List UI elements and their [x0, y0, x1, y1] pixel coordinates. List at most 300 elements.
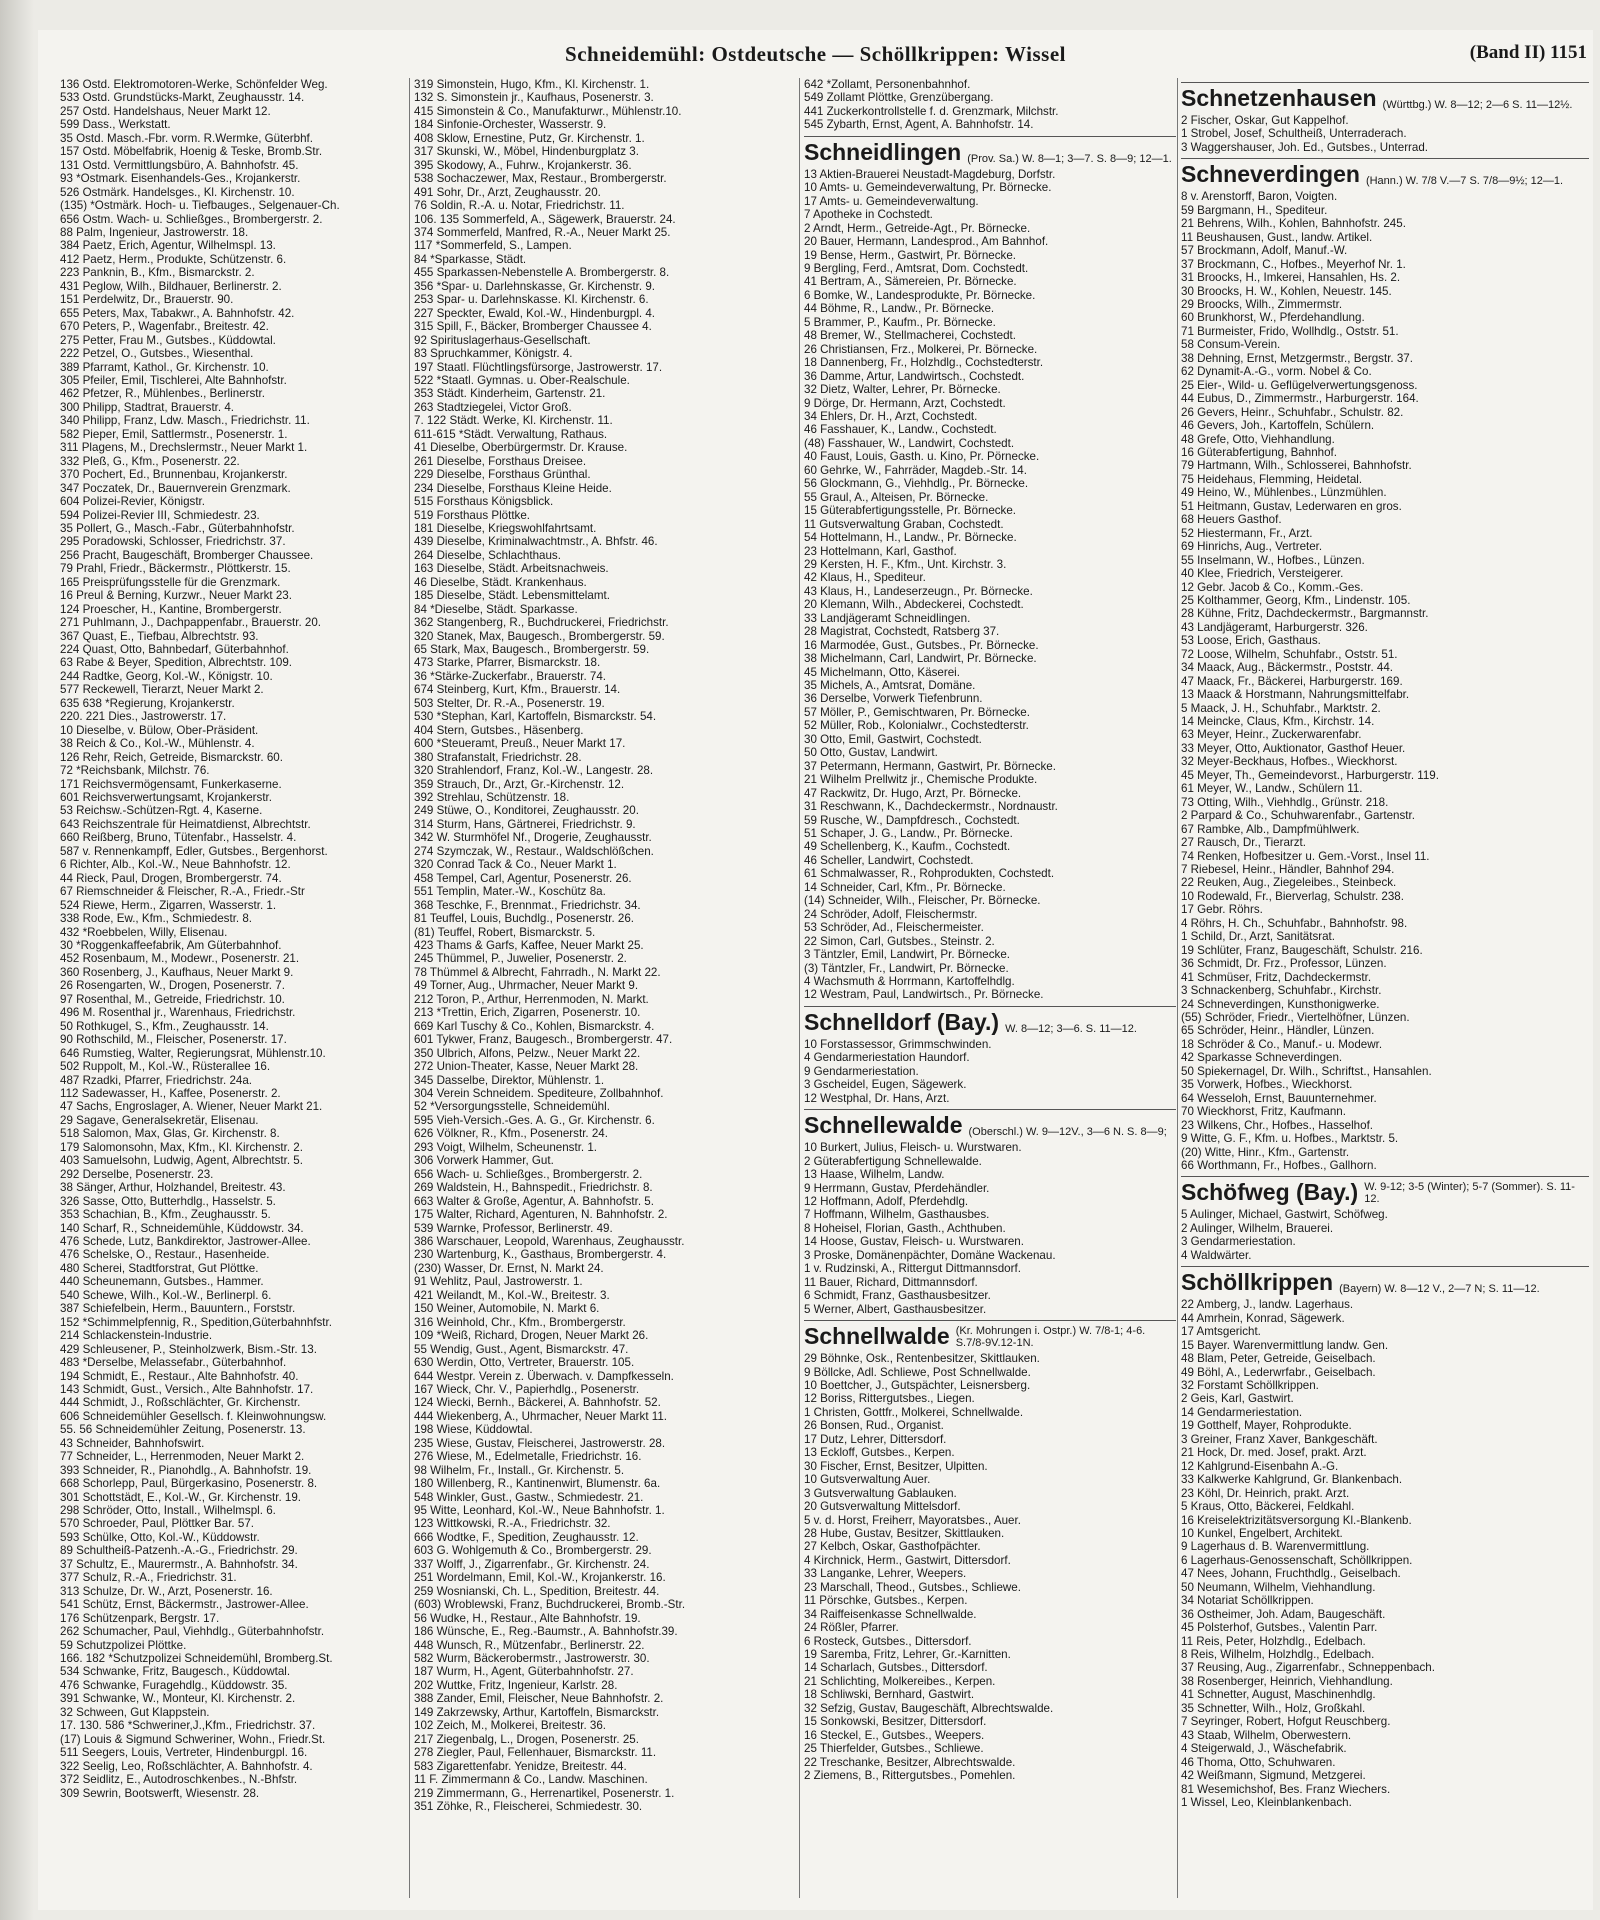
directory-entry: 72 Loose, Wilhelm, Schuhfabr., Oststr. 51. — [1181, 647, 1398, 661]
directory-entry: (603) Wroblewski, Franz, Buchdruckerei, Bromb.-Str. — [414, 1598, 686, 1612]
directory-entry: 4 Wachsmuth & Horrmann, Kartoffelhdlg. — [804, 975, 1015, 988]
directory-entry: 251 Wordelmann, Emil, Kol.-W., Krojankerstr. 16. — [414, 1571, 666, 1585]
directory-entry: 304 Verein Schneidem. Spediteure, Zollbahnhof. — [414, 1086, 664, 1100]
directory-entry: 21 Wilhelm Prellwitz jr., Chemische Produkte. — [804, 773, 1038, 787]
directory-entry: 90 Rothschild, M., Fleischer, Posenerstr. 17. — [60, 1033, 287, 1047]
town-name: Schnellwalde — [804, 1323, 950, 1350]
directory-entry: (14) Schneider, Wilh., Fleischer, Pr. Börnecke. — [804, 894, 1041, 908]
directory-entry: 202 Wuttke, Fritz, Ingenieur, Karlstr. 28. — [414, 1678, 618, 1692]
directory-entry: (3) Täntzler, Fr., Landwirt, Pr. Börnecke. — [804, 961, 1009, 975]
directory-entry: 26 Rosengarten, W., Drogen, Posenerstr. 7. — [60, 979, 285, 993]
directory-entry: 67 Riemschneider & Fleischer, R.-A., Friedr.-Str — [60, 885, 305, 899]
town-heading — [1181, 1266, 1589, 1295]
directory-entry: 359 Strauch, Dr., Arzt, Gr.-Kirchenstr. 12. — [414, 777, 625, 791]
directory-entry: 77 Schneider, L., Herrenmoden, Neuer Markt 2. — [60, 1450, 305, 1464]
directory-entry: 10 Forstassessor, Grimmschwinden. — [804, 1037, 992, 1051]
directory-entry: 377 Schulz, R.-A., Friedrichstr. 31. — [60, 1571, 237, 1585]
directory-entry: 222 Petzel, O., Gutsbes., Wiesenthal. — [60, 347, 254, 361]
directory-entry: 244 Radtke, Georg, Kol.-W., Königstr. 10. — [60, 669, 273, 683]
directory-entry: 278 Ziegler, Paul, Fellenhauer, Bismarckstr. 11. — [414, 1746, 657, 1760]
directory-entry: 53 Schröder, Ad., Fleischermeister. — [804, 921, 984, 935]
directory-entry: 606 Schneidemühler Gesellsch. f. Kleinwohnungsw. — [60, 1409, 327, 1423]
directory-page — [38, 30, 1593, 1910]
directory-entry: 259 Wosnianski, Ch. L., Spedition, Breitestr. 44. — [414, 1584, 660, 1598]
directory-entry: 40 Klee, Friedrich, Versteigerer. — [1181, 567, 1344, 581]
directory-entry: 1 Wissel, Leo, Kleinblankenbach. — [1181, 1796, 1352, 1810]
office-hours: (Prov. Sa.) W. 8—1; 3—7. S. 8—9; 12—1. — [967, 152, 1172, 165]
directory-entry: 212 Toron, P., Arthur, Herrenmoden, N. Markt. — [414, 992, 649, 1006]
directory-entry: 167 Wieck, Chr. V., Papierhdlg., Posenerstr. — [414, 1382, 640, 1396]
directory-entry: 151 Perdelwitz, Dr., Brauerstr. 90. — [60, 293, 234, 307]
directory-entry: 669 Karl Tuschy & Co., Kohlen, Bismarckstr. 4. — [414, 1019, 655, 1033]
directory-entry: 515 Forsthaus Königsblick. — [414, 495, 554, 509]
directory-entry: 32 Schween, Gut Klappstein. — [60, 1705, 210, 1719]
directory-entry: 32 Forstamt Schöllkrippen. — [1181, 1378, 1319, 1392]
directory-entry: 180 Willenberg, R., Kantinenwirt, Blumenstr. 6a. — [414, 1477, 661, 1491]
directory-entry: 491 Sohr, Dr., Arzt, Zeughausstr. 20. — [414, 185, 601, 199]
directory-entry: 30 *Roggenkaffeefabrik, Am Güterbahnhof. — [60, 939, 282, 952]
directory-entry: (17) Louis & Sigmund Schweriner, Wohn., Friedr.St. — [60, 1732, 326, 1746]
directory-entry: 46 Gevers, Joh., Kartoffeln, Schülern. — [1181, 419, 1375, 433]
directory-entry: 98 Wilhelm, Fr., Install., Gr. Kirchenstr. 5. — [414, 1463, 625, 1477]
directory-entry: 163 Dieselbe, Städt. Arbeitsnachweis. — [414, 562, 609, 576]
directory-entry: 51 Heitmann, Gustav, Lederwaren en gros. — [1181, 499, 1402, 513]
directory-entry: 549 Zollamt Plöttke, Grenzübergang. — [804, 91, 994, 105]
directory-entry: 152 *Schimmelpfennig, R., Spedition,Güterbahnhfstr. — [60, 1315, 332, 1329]
directory-entry: 65 Stark, Max, Baugesch., Brombergerstr. 59. — [414, 643, 650, 657]
directory-entry: 49 Schellenberg, K., Kaufm., Cochstedt. — [804, 840, 1011, 854]
directory-entry: 3 Gscheidel, Eugen, Sägewerk. — [804, 1078, 967, 1092]
directory-entry: 534 Schwanke, Fritz, Baugesch., Küddowtal. — [60, 1665, 291, 1679]
directory-entry: 599 Dass., Werkstatt. — [60, 118, 171, 132]
directory-entry: 458 Tempel, Carl, Agentur, Posenerstr. 26. — [414, 871, 632, 885]
directory-entry: 9 Böllcke, Adl. Schliewe, Post Schnellwalde. — [804, 1365, 1031, 1379]
directory-entry: 14 Meincke, Claus, Kfm., Kirchstr. 14. — [1181, 715, 1375, 729]
directory-entry: 594 Polizei-Revier III, Schmiedestr. 23. — [60, 508, 260, 522]
directory-entry: 353 Schachian, B., Kfm., Zeughausstr. 5. — [60, 1208, 271, 1222]
directory-entry: 57 Möller, P., Gemischtwaren, Pr. Börnecke. — [804, 705, 1030, 719]
directory-entry: 2 Aulinger, Wilhelm, Brauerei. — [1181, 1221, 1334, 1235]
directory-entry: 20 Bauer, Hermann, Landesprod., Am Bahnhof. — [804, 235, 1049, 249]
directory-entry: 89 Schultheiß-Patzenh.-A.-G., Friedrichstr. 29. — [60, 1544, 298, 1558]
directory-entry: 32 Sefzig, Gustav, Baugeschäft, Albrechtswalde. — [804, 1701, 1054, 1715]
directory-entry: 6 Rosteck, Gutsbes., Dittersdorf. — [804, 1634, 972, 1648]
directory-entry: 429 Schleusener, P., Steinholzwerk, Bism.-Str. 13. — [60, 1342, 317, 1356]
directory-entry: 14 Gendarmeriestation. — [1181, 1405, 1303, 1419]
directory-entry: 644 Westpr. Verein z. Überwach. v. Dampfkesseln. — [414, 1369, 674, 1383]
directory-entry: 59 Bargmann, H., Spediteur. — [1181, 203, 1328, 217]
directory-entry: 124 Proescher, H., Kantine, Brombergerstr. — [60, 602, 282, 616]
directory-entry: 20 Klemann, Wilh., Abdeckerei, Cochstedt. — [804, 598, 1024, 612]
directory-entry: 670 Peters, P., Wagenfabr., Breitestr. 42. — [60, 320, 269, 334]
directory-entry: 595 Vieh-Versich.-Ges. A. G., Gr. Kirchenstr. 6. — [414, 1113, 655, 1127]
directory-entry: 214 Schlackenstein-Industrie. — [60, 1329, 213, 1343]
directory-entry: 3 Schnackenberg, Schuhfabr., Kirchstr. — [1181, 984, 1382, 998]
directory-entry: 600 *Steueramt, Preuß., Neuer Markt 17. — [414, 737, 626, 751]
directory-entry: 439 Dieselbe, Kriminalwachtmstr., A. Bhfstr. 46. — [414, 535, 658, 549]
directory-entry: 30 Broocks, H. W., Kohlen, Neuestr. 145. — [1181, 284, 1392, 298]
directory-entry: 34 Ehlers, Dr. H., Arzt, Cochstedt. — [804, 409, 978, 423]
directory-entry: 367 Quast, E., Tiefbau, Albrechtstr. 93. — [60, 629, 259, 643]
directory-entry: 213 *Trettin, Erich, Zigarren, Posenerstr. 10. — [414, 1006, 641, 1020]
directory-entry: 50 Otto, Gustav, Landwirt. — [804, 746, 938, 760]
directory-entry: 8 Hoheisel, Florian, Gasth., Achthuben. — [804, 1221, 1006, 1235]
directory-entry: 124 Wiecki, Bernh., Bäckerei, A. Bahnhofstr. 52. — [414, 1396, 661, 1410]
directory-entry: 92 Spirituslagerhaus-Gesellschaft. — [414, 333, 591, 347]
directory-entry: 12 Westram, Paul, Landwirtsch., Pr. Börnecke. — [804, 988, 1044, 1002]
directory-entry: 9 Herrmann, Gustav, Pferdehändler. — [804, 1181, 990, 1195]
directory-entry: 322 Seelig, Leo, Roßschlächter, A. Bahnhofstr. 4. — [60, 1759, 313, 1773]
directory-entry: 79 Hartmann, Wilh., Schlosserei, Bahnhofstr. — [1181, 459, 1412, 473]
directory-entry: 49 Heino, W., Mühlenbes., Lünzmühlen. — [1181, 486, 1387, 500]
directory-entry: 496 M. Rosenthal jr., Warenhaus, Friedrichstr. — [60, 1006, 296, 1020]
directory-entry: 36 *Stärke-Zuckerfabr., Brauerstr. 74. — [414, 669, 607, 683]
directory-entry: 392 Strehlau, Schützenstr. 18. — [414, 791, 570, 805]
directory-entry: 368 Teschke, F., Brennmat., Friedrichstr. 34. — [414, 898, 641, 912]
directory-entry: 526 Ostmärk. Handelsges., Kl. Kirchenstr. 10. — [60, 185, 295, 199]
directory-entry: 2 Parpard & Co., Schuhwarenfabr., Gartenstr. — [1181, 809, 1415, 823]
directory-entry: 33 Langanke, Lehrer, Weepers. — [804, 1567, 967, 1581]
directory-entry: 28 Magistrat, Cochstedt, Ratsberg 37. — [804, 625, 1000, 639]
directory-entry: 522 *Staatl. Gymnas. u. Ober-Realschule. — [414, 373, 630, 387]
directory-entry: 570 Schroeder, Paul, Plöttker Bar. 57. — [60, 1517, 254, 1531]
directory-entry: (81) Teuffel, Robert, Bismarckstr. 5. — [414, 925, 596, 939]
directory-entry: 38 Michelmann, Carl, Landwirt, Pr. Börnecke. — [804, 652, 1037, 666]
directory-entry: 29 Böhnke, Osk., Rentenbesitzer, Skittlauken. — [804, 1352, 1040, 1366]
directory-entry: 309 Sewrin, Bootswerft, Wiesenstr. 28. — [60, 1786, 260, 1800]
directory-entry: 311 Plagens, M., Drechslermstr., Neuer Markt 1. — [60, 441, 308, 455]
directory-entry: 370 Pochert, Ed., Brunnenbau, Krojankerstr. — [60, 468, 288, 482]
town-name: Schnellewalde — [804, 1112, 963, 1139]
directory-entry: 326 Sasse, Otto, Butterhdlg., Hasselstr. 5. — [60, 1194, 276, 1208]
directory-entry: 13 Maack & Horstmann, Nahrungsmittelfabr. — [1181, 688, 1410, 702]
directory-entry: 69 Hinrichs, Aug., Vertreter. — [1181, 540, 1323, 554]
directory-entry: 36 Schmidt, Dr. Frz., Professor, Lünzen. — [1181, 957, 1387, 971]
directory-entry: 7 Riebesel, Heinr., Händler, Bahnhof 294. — [1181, 863, 1395, 877]
directory-entry: 126 Rehr, Reich, Getreide, Bismarckstr. 60. — [60, 750, 283, 764]
directory-entry: 26 Christiansen, Frz., Molkerei, Pr. Börnecke. — [804, 342, 1038, 356]
directory-entry: 5 Maack, J. H., Schuhfabr., Marktstr. 2. — [1181, 701, 1381, 715]
directory-entry: 539 Warnke, Professor, Berlinerstr. 49. — [414, 1221, 613, 1235]
directory-entry: 37 Petermann, Hermann, Gastwirt, Pr. Börnecke. — [804, 759, 1056, 773]
directory-entry: 150 Weiner, Automobile, N. Markt 6. — [414, 1302, 600, 1316]
directory-entry: 48 Bremer, W., Stellmacherei, Cochstedt. — [804, 329, 1016, 343]
directory-entry: 395 Skodowy, A., Fuhrw., Krojankerstr. 36. — [414, 158, 632, 172]
directory-entry: 43 Klaus, H., Landeserzeugn., Pr. Börnecke. — [804, 584, 1033, 598]
directory-entry: 452 Rosenbaum, M., Modewr., Posenerstr. 21. — [60, 952, 300, 966]
directory-entry: 3 Waggershauser, Joh. Ed., Gutsbes., Unterrad. — [1181, 140, 1429, 154]
directory-entry: 2 Ziemens, B., Rittergutsbes., Pomehlen. — [804, 1769, 1016, 1783]
directory-entry: 61 Meyer, W., Landw., Schülern 11. — [1181, 782, 1363, 796]
directory-entry: 408 Sklow, Ernestine, Putz, Gr. Kirchenstr. 1. — [414, 131, 645, 145]
directory-entry: 256 Pracht, Baugeschäft, Bromberger Chaussee. — [60, 548, 314, 562]
directory-entry: 63 Rabe & Beyer, Spedition, Albrechtstr. 109. — [60, 656, 293, 670]
directory-entry: 34 Notariat Schöllkrippen. — [1181, 1594, 1314, 1608]
directory-entry: 338 Rode, Ew., Kfm., Schmiedestr. 8. — [60, 912, 253, 926]
directory-entry: 314 Sturm, Hans, Gärtnerei, Friedrichstr. 9. — [414, 817, 636, 831]
directory-entry: 35 Michels, A., Amtsrat, Domäne. — [804, 679, 976, 693]
directory-entry: 17 Gebr. Röhrs. — [1181, 903, 1263, 917]
directory-entry: 50 Spiekernagel, Dr. Wilh., Schriftst., Hansahlen. — [1181, 1064, 1432, 1078]
book-gutter-shadow — [0, 0, 34, 1920]
office-hours: W. 8—12; 3—6. S. 11—12. — [1005, 1022, 1137, 1035]
directory-entry: 58 Consum-Verein. — [1181, 338, 1281, 352]
directory-entry: 62 Dynamit-A.-G., vorm. Nobel & Co. — [1181, 365, 1372, 379]
directory-entry: 1 Christen, Gottfr., Molkerei, Schnellwalde. — [804, 1405, 1024, 1419]
column-divider — [1177, 78, 1178, 1898]
town-heading — [804, 136, 1176, 165]
directory-entry: 306 Vorwerk Hammer, Gut. — [414, 1154, 554, 1168]
directory-entry: 53 Reichsw.-Schützen-Rgt. 4, Kaserne. — [60, 804, 263, 818]
directory-entry: 76 Soldin, R.-A. u. Notar, Friedrichstr. 11. — [414, 199, 625, 213]
directory-entry: 350 Ulbrich, Alfons, Pelzw., Neuer Markt 22. — [414, 1046, 641, 1060]
directory-entry: 109 *Weiß, Richard, Drogen, Neuer Markt 26. — [414, 1329, 649, 1343]
directory-entry: 49 Böhl, A., Lederwrfabr., Geiselbach. — [1181, 1365, 1376, 1379]
directory-entry: (55) Schröder, Friedr., Viertelhöfner, Lünzen. — [1181, 1011, 1410, 1024]
directory-entry: 157 Ostd. Möbelfabrik, Hoenig & Teske, Bromb.Str. — [60, 145, 323, 159]
directory-entry: 10 Kunkel, Engelbert, Architekt. — [1181, 1526, 1343, 1540]
directory-entry: 347 Poczatek, Dr., Bauernverein Grenzmark. — [60, 481, 291, 495]
directory-entry: 6 Schmidt, Franz, Gasthausbesitzer. — [804, 1289, 991, 1303]
column-divider — [799, 78, 800, 1898]
directory-entry: 353 Städt. Kinderheim, Gartenstr. 21. — [414, 387, 606, 401]
directory-entry: 292 Derselbe, Posenerstr. 23. — [60, 1167, 214, 1181]
directory-entry: 630 Werdin, Otto, Vertreter, Brauerstr. 105. — [414, 1356, 635, 1370]
directory-entry: 23 Wilkens, Chr., Hofbes., Hasselhof. — [1181, 1118, 1374, 1132]
directory-entry: 29 Kersten, H. F., Kfm., Unt. Kirchstr. 3. — [804, 557, 1007, 571]
directory-entry: 33 Landjägeramt Schneidlingen. — [804, 611, 971, 625]
directory-entry: 131 Ostd. Vermittlungsbüro, A. Bahnhofstr. 45. — [60, 158, 299, 172]
directory-entry: 223 Panknin, B., Kfm., Bismarckstr. 2. — [60, 266, 255, 280]
directory-entry: 35 Pollert, G., Masch.-Fabr., Güterbahnhofstr. — [60, 521, 295, 535]
directory-entry: 12 Boriss, Rittergutsbes., Liegen. — [804, 1392, 975, 1406]
directory-entry: 25 Kolthammer, Georg, Kfm., Lindenstr. 105. — [1181, 593, 1411, 607]
directory-entry: 4 Röhrs, H. Ch., Schuhfabr., Bahnhofstr. 98. — [1181, 916, 1408, 930]
directory-entry: 42 Weißmann, Sigmund, Metzgerei. — [1181, 1769, 1366, 1783]
directory-entry: 55. 56 Schneidemühler Zeitung, Posenerstr. 13. — [60, 1423, 306, 1437]
directory-entry: 55 Graul, A., Alteisen, Pr. Börnecke. — [804, 490, 989, 504]
directory-entry: 8 Reis, Wilhelm, Holzhdlg., Edelbach. — [1181, 1648, 1375, 1662]
column-4 — [1181, 78, 1589, 1898]
directory-entry: 19 Schlüter, Franz, Baugeschäft, Schulstr. 216. — [1181, 943, 1423, 957]
directory-entry: 4 Steigerwald, J., Wäschefabrik. — [1181, 1742, 1347, 1756]
directory-entry: 42 Klaus, H., Spediteur. — [804, 571, 926, 585]
directory-entry: 16 Steckel, E., Gutsbes., Weepers. — [804, 1728, 985, 1742]
directory-entry: 403 Samuelsohn, Ludwig, Agent, Albrechtstr. 5. — [60, 1154, 303, 1168]
directory-entry: 603 G. Wohlgemuth & Co., Brombergerstr. 29. — [414, 1544, 652, 1558]
directory-entry: 32 Meyer-Beckhaus, Hofbes., Wieckhorst. — [1181, 755, 1398, 769]
directory-entry: 264 Dieselbe, Schlachthaus. — [414, 548, 561, 562]
directory-entry: 300 Philipp, Stadtrat, Brauerstr. 4. — [60, 400, 235, 414]
directory-entry: 22 Reuken, Aug., Ziegeleibes., Steinbeck. — [1181, 876, 1397, 890]
directory-entry: 97 Rosenthal, M., Getreide, Friedrichstr. 10. — [60, 992, 285, 1006]
directory-entry: 12 Gebr. Jacob & Co., Komm.-Ges. — [1181, 580, 1364, 594]
directory-entry: 16 Marmodée, Gust., Gutsbes., Pr. Börnecke. — [804, 638, 1039, 652]
directory-entry: 28 Hube, Gustav, Besitzer, Skittlauken. — [804, 1526, 1005, 1540]
directory-entry: 511 Seegers, Louis, Vertreter, Hindenburgpl. 16. — [60, 1746, 308, 1760]
directory-entry: 42 Sparkasse Schneverdingen. — [1181, 1051, 1343, 1065]
directory-entry: 19 Bense, Herm., Gastwirt, Pr. Börnecke. — [804, 248, 1016, 262]
directory-entry: 56 Glockmann, G., Viehhdlg., Pr. Börnecke. — [804, 477, 1029, 491]
directory-entry: 301 Schottstädt, E., Kol.-W., Gr. Kirchenstr. 19. — [60, 1490, 301, 1504]
directory-entry: 1 v. Rudzinski, A., Rittergut Dittmannsdorf. — [804, 1262, 1021, 1276]
directory-entry: 36 Ostheimer, Joh. Adam, Baugeschäft. — [1181, 1607, 1386, 1621]
directory-entry: 179 Salomonsohn, Max, Kfm., Kl. Kirchenstr. 2. — [60, 1140, 303, 1154]
directory-entry: 431 Peglow, Wilh., Bildhauer, Berlinerstr. 2. — [60, 279, 282, 293]
directory-entry: 626 Völkner, R., Kfm., Posenerstr. 24. — [414, 1127, 608, 1141]
directory-entry: 593 Schülke, Otto, Kol.-W., Küddowstr. — [60, 1530, 260, 1544]
directory-entry: (20) Witte, Hinr., Kfm., Gartenstr. — [1181, 1145, 1350, 1159]
directory-entry: 360 Rosenberg, J., Kaufhaus, Neuer Markt 9. — [60, 965, 294, 979]
directory-entry: 441 Zuckerkontrollstelle f. d. Grenzmark, Milchstr. — [804, 104, 1059, 118]
directory-entry: 50 Neumann, Wilhelm, Viehhandlung. — [1181, 1580, 1376, 1594]
directory-entry: 52 Müller, Rob., Kolonialwr., Cochstedterstr. — [804, 719, 1029, 733]
directory-entry: 11 Bauer, Richard, Dittmannsdorf. — [804, 1275, 978, 1289]
directory-entry: 548 Winkler, Gust., Gastw., Schmiedestr. 21. — [414, 1490, 644, 1504]
directory-entry: 12 Hoffmann, Adolf, Pferdehdlg. — [804, 1194, 969, 1208]
directory-entry: 59 Rusche, W., Dampfdresch., Cochstedt. — [804, 813, 1020, 827]
directory-entry: 372 Seidlitz, E., Autodroschkenbes., N.-Bhfstr. — [60, 1773, 298, 1787]
page-title: Schneidemühl: Ostdeutsche — Schöllkrippen: Wissel — [565, 42, 1066, 66]
directory-entry: 487 Rzadki, Pfarrer, Friedrichstr. 24a. — [60, 1073, 253, 1087]
town-name: Schöfweg (Bay.) — [1181, 1179, 1359, 1206]
directory-entry: 656 Ostm. Wach- u. Schließges., Brombergerstr. 2. — [60, 212, 323, 226]
directory-entry: 185 Dieselbe, Städt. Lebensmittelamt. — [414, 589, 610, 603]
directory-entry: 11 F. Zimmermann & Co., Landw. Maschinen. — [414, 1773, 648, 1787]
directory-entry: 44 Amrhein, Konrad, Sägewerk. — [1181, 1311, 1345, 1325]
directory-entry: 7 Hoffmann, Wilhelm, Gasthausbes. — [804, 1208, 990, 1222]
directory-entry: 95 Witte, Leonhard, Kol.-W., Neue Bahnhofstr. 1. — [414, 1504, 665, 1518]
directory-entry: 380 Strafanstalt, Friedrichstr. 28. — [414, 750, 582, 764]
directory-entry: 271 Puhlmann, J., Dachpappenfabr., Brauerstr. 20. — [60, 616, 322, 630]
directory-entry: 14 Hoose, Gustav, Fleisch- u. Wurstwaren. — [804, 1235, 1024, 1249]
directory-entry: 143 Schmidt, Gust., Versich., Alte Bahnhofstr. 17. — [60, 1382, 314, 1396]
directory-entry: 16 Preul & Berning, Kurzwr., Neuer Markt 23. — [60, 589, 292, 603]
directory-entry: 17 Amtsgericht. — [1181, 1325, 1261, 1339]
directory-entry: 10 Gutsverwaltung Auer. — [804, 1473, 931, 1487]
directory-entry: 44 Eubus, D., Zimmermstr., Harburgerstr. 164. — [1181, 392, 1419, 406]
directory-entry: 91 Wehlitz, Paul, Jastrowerstr. 1. — [414, 1275, 583, 1289]
directory-entry: 480 Scherei, Stadtforstrat, Gut Plöttke. — [60, 1261, 259, 1275]
directory-entry: 272 Union-Theater, Kasse, Neuer Markt 28. — [414, 1060, 639, 1074]
directory-entry: 476 Schwanke, Furagehdlg., Küddowstr. 35. — [60, 1678, 288, 1692]
directory-entry: 14 Scharlach, Gutsbes., Dittersdorf. — [804, 1661, 988, 1675]
directory-entry: 187 Wurm, H., Agent, Güterbahnhofstr. 27. — [414, 1665, 634, 1679]
directory-entry: 38 Reich & Co., Kol.-W., Mühlenstr. 4. — [60, 737, 255, 751]
directory-entry: 2 Fischer, Oskar, Gut Kappelhof. — [1181, 114, 1349, 127]
directory-entry: 9 Lagerhaus d. B. Warenvermittlung. — [1181, 1540, 1370, 1554]
directory-entry: 71 Burmeister, Frido, Wollhdlg., Oststr. 51. — [1181, 324, 1399, 338]
directory-entry: 44 Rieck, Paul, Drogen, Brombergerstr. 74. — [60, 871, 282, 885]
directory-entry: 448 Wunsch, R., Mützenfabr., Berlinerstr. 22. — [414, 1638, 645, 1652]
directory-entry: 197 Staatl. Flüchtlingsfürsorge, Jastrowerstr. 17. — [414, 360, 663, 374]
directory-entry: 47 Rackwitz, Dr. Hugo, Arzt, Pr. Börnecke. — [804, 786, 1022, 800]
directory-entry: 6 Bomke, W., Landesprodukte, Pr. Börnecke. — [804, 288, 1036, 302]
directory-entry: 229 Dieselbe, Forsthaus Grünthal. — [414, 468, 591, 482]
directory-entry: 643 Reichszentrale für Heimatdienst, Albrechtstr. — [60, 817, 311, 831]
directory-entry: 274 Szymczak, W., Restaur., Waldschlößchen. — [414, 844, 654, 858]
directory-entry: 25 Thierfelder, Gutsbes., Schliewe. — [804, 1742, 984, 1756]
directory-entry: 388 Zander, Emil, Fleischer, Neue Bahnhofstr. 2. — [414, 1692, 664, 1706]
directory-entry: 3 Gendarmeriestation. — [1181, 1235, 1296, 1249]
directory-entry: 518 Salomon, Max, Glas, Gr. Kirchenstr. 8. — [60, 1127, 280, 1141]
directory-entry: 2 Arndt, Herm., Getreide-Agt., Pr. Börnecke. — [804, 221, 1031, 235]
directory-entry: 660 Reißberg, Bruno, Tütenfabr., Hasselstr. 4. — [60, 831, 297, 845]
directory-entry: 298 Schröder, Otto, Install., Wilhelmspl. 6. — [60, 1504, 276, 1518]
directory-entry: 45 Meyer, Th., Gemeindevorst., Harburgerstr. 119. — [1181, 768, 1439, 782]
directory-entry: 604 Polizei-Revier, Königstr. — [60, 495, 205, 509]
directory-entry: 26 Gevers, Heinr., Schuhfabr., Schulstr. 82. — [1181, 405, 1404, 419]
directory-entry: 19 Gotthelf, Mayer, Rohprodukte. — [1181, 1419, 1352, 1433]
directory-entry: 5 v. d. Horst, Freiherr, Mayoratsbes., Auer. — [804, 1513, 1021, 1527]
directory-entry: 663 Walter & Große, Agentur, A. Bahnhofstr. 5. — [414, 1194, 654, 1208]
directory-entry: 4 Kirchnick, Herm., Gastwirt, Dittersdorf. — [804, 1553, 1011, 1567]
directory-entry: 140 Scharf, R., Schneidemühle, Küddowstr. 34. — [60, 1221, 304, 1235]
directory-entry: 4 Gendarmeriestation Haundorf. — [804, 1051, 970, 1065]
directory-entry: 21 Schlichting, Molkereibes., Kerpen. — [804, 1674, 996, 1688]
directory-entry: 305 Pfeiler, Emil, Tischlerei, Alte Bahnhofstr. — [60, 373, 287, 387]
directory-entry: 70 Wieckhorst, Fritz, Kaufmann. — [1181, 1105, 1346, 1119]
directory-entry: 78 Thümmel & Albrecht, Fahrradh., N. Markt 22. — [414, 965, 661, 979]
directory-entry: 29 Sagave, Generalsekretär, Elisenau. — [60, 1113, 259, 1127]
directory-entry: 655 Peters, Max, Tabakwr., A. Bahnhofstr. 42. — [60, 306, 295, 320]
directory-entry: 362 Stangenberg, R., Buchdruckerei, Friedrichstr. — [414, 616, 669, 630]
directory-entry: 587 v. Rennenkampff, Edler, Gutsbes., Bergenhorst. — [60, 844, 328, 858]
directory-entry: 444 Wiekenberg, A., Uhrmacher, Neuer Markt 11. — [414, 1409, 668, 1423]
directory-entry: 67 Rambke, Alb., Dampfmühlwerk. — [1181, 822, 1360, 836]
directory-entry: 384 Paetz, Erich, Agentur, Wilhelmspl. 13. — [60, 239, 276, 253]
directory-entry: 415 Simonstein & Co., Manufakturwr., Mühlenstr.10. — [414, 104, 682, 118]
directory-entry: 37 Schultz, E., Maurermstr., A. Bahnhofstr. 34. — [60, 1557, 298, 1571]
directory-entry: 47 Sachs, Engroslager, A. Wiener, Neuer Markt 21. — [60, 1100, 323, 1114]
directory-entry: 59 Schutzpolizei Plöttke. — [60, 1638, 187, 1652]
directory-entry: 7. 122 Städt. Werke, Kl. Kirchenstr. 11. — [414, 414, 613, 428]
directory-entry: 23 Köhl, Dr. Heinrich, prakt. Arzt. — [1181, 1486, 1350, 1500]
directory-entry: 10 Amts- u. Gemeindeverwaltung, Pr. Börnecke. — [804, 181, 1052, 195]
column-1 — [60, 78, 408, 1898]
directory-entry: 194 Schmidt, E., Restaur., Alte Bahnhofstr. 40. — [60, 1369, 299, 1383]
directory-entry: 220. 221 Dies., Jastrowerstr. 17. — [60, 710, 227, 724]
directory-entry: 320 Conrad Tack & Co., Neuer Markt 1. — [414, 858, 617, 872]
directory-entry: 23 Hottelmann, Karl, Gasthof. — [804, 544, 957, 558]
directory-entry: 46 Scheller, Landwirt, Cochstedt. — [804, 853, 974, 867]
directory-entry: 186 Wünsche, E., Reg.-Baumstr., A. Bahnhofstr.39. — [414, 1625, 678, 1639]
directory-entry: (48) Fasshauer, W., Landwirt, Cochstedt. — [804, 436, 1015, 450]
directory-entry: 2 Güterabfertigung Schnellewalde. — [804, 1154, 982, 1168]
directory-entry: 41 Bertram, A., Sämereien, Pr. Börnecke. — [804, 275, 1017, 289]
directory-entry: 38 Rosenberger, Heinrich, Viehhandlung. — [1181, 1674, 1393, 1688]
directory-entry: 10 Burkert, Julius, Fleisch- u. Wurstwaren. — [804, 1141, 1022, 1155]
directory-entry: 476 Schelske, O., Restaur., Hasenheide. — [60, 1248, 270, 1262]
directory-entry: 423 Thams & Garfs, Kaffee, Neuer Markt 25. — [414, 939, 644, 952]
directory-entry: 117 *Sommerfeld, S., Lampen. — [414, 239, 572, 253]
directory-entry: 3 Gutsverwaltung Gablauken. — [804, 1486, 957, 1500]
directory-entry: 74 Renken, Hofbesitzer u. Gem.-Vorst., Insel 11. — [1181, 849, 1430, 863]
directory-entry: 10 Dieselbe, v. Bülow, Ober-Präsident. — [60, 723, 259, 737]
office-hours: (Kr. Mohrungen i. Ostpr.) W. 7/8-1; 4-6. S.7/8-9V.12-1N. — [955, 1325, 1146, 1350]
directory-entry: 56 Wudke, H., Restaur., Alte Bahnhofstr. 19. — [414, 1611, 641, 1625]
directory-entry: 1 Schild, Dr., Arzt, Sanitätsrat. — [1181, 930, 1336, 944]
directory-entry: 1 Strobel, Josef, Schultheiß, Unterraderach. — [1181, 127, 1407, 141]
directory-entry: 24 Rößler, Pfarrer. — [804, 1621, 899, 1635]
directory-entry: 72 *Reichsbank, Milchstr. 76. — [60, 764, 210, 778]
directory-entry: 235 Wiese, Gustav, Fleischerei, Jastrowerstr. 28. — [414, 1436, 666, 1450]
directory-entry: 219 Zimmermann, G., Herrenartikel, Posenerstr. 1. — [414, 1786, 675, 1800]
directory-entry: 24 Schröder, Adolf, Fleischermstr. — [804, 907, 978, 921]
directory-entry: 320 Strahlendorf, Franz, Kol.-W., Langestr. 28. — [414, 764, 654, 778]
directory-entry: 52 *Versorgungsstelle, Schneidemühl. — [414, 1100, 610, 1114]
directory-entry: 41 Dieselbe, Oberbürgermstr. Dr. Krause. — [414, 441, 628, 455]
